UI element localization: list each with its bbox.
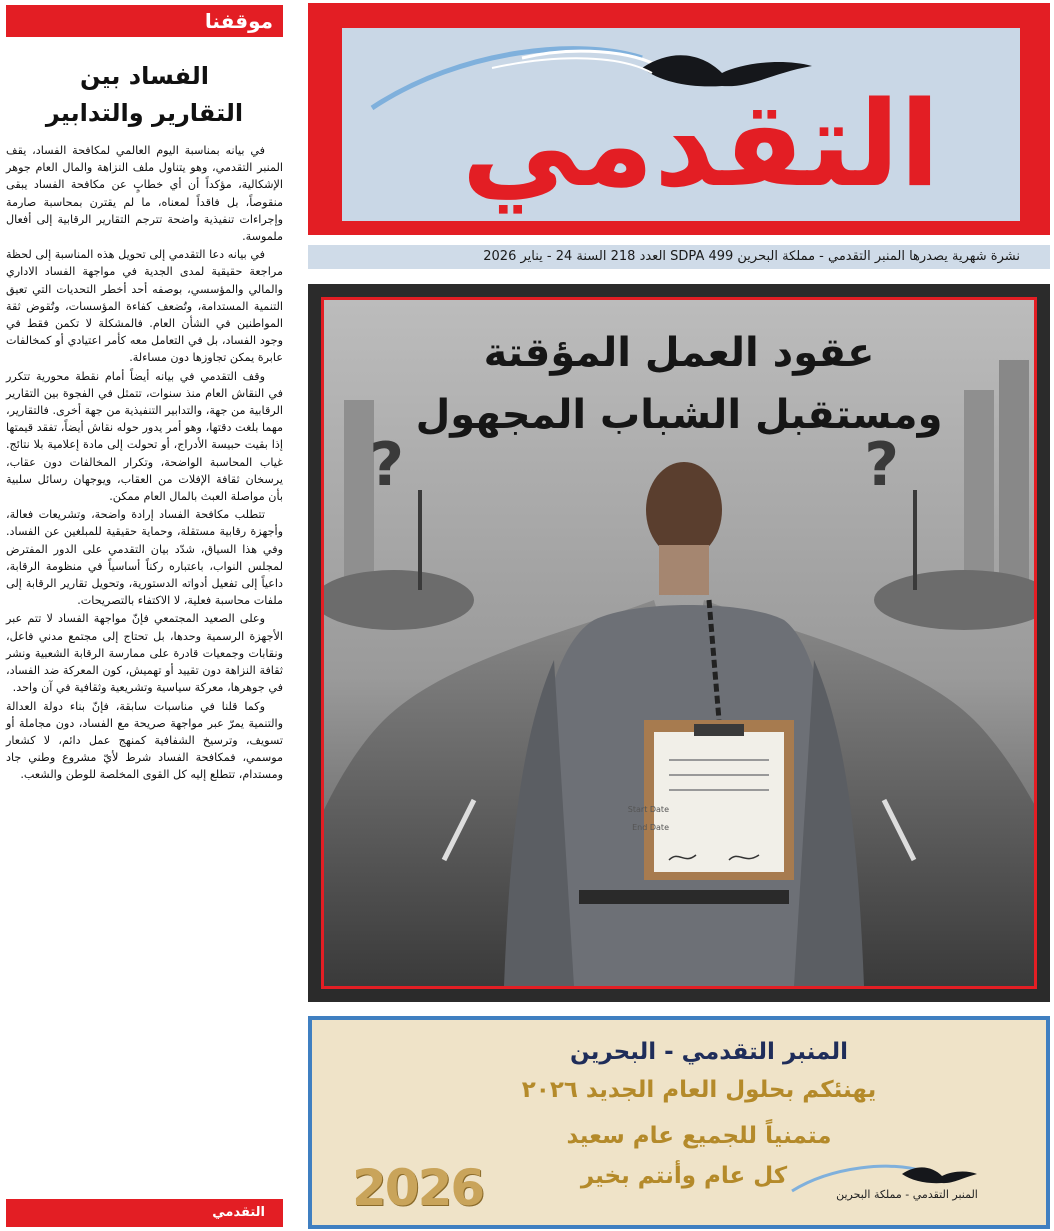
clipboard-start-date-label: Start Date [627, 805, 669, 814]
masthead [308, 3, 1050, 235]
clipboard-end-date-label: End Date [632, 823, 669, 832]
signature-bar: التقدمي [6, 1199, 283, 1227]
ad-line-3: متمنياً للجميع عام سعيد [566, 1123, 832, 1149]
opinion-paragraph: تتطلب مكافحة الفساد إرادة واضحة، وتشريعات فعالة، وأجهزة رقابية مستقلة، وحماية حقيقية للمبلغين عن الفساد. وفي هذا السياق، شدّد بيان التقدمي على الدور المفترض لمجلس النواب، باعتباره ركناً أساسياً في منظومة الرقابة، داعياً إلى تفعيل أدواته الدستورية، وتحويل تقارير الرقابة إلى ملفات محاسبة فعلية، لا الاكتفاء بالتصريحات. [6, 508, 283, 608]
new-year-greeting-ad [308, 1016, 1050, 1229]
feature-image-frame [308, 284, 1050, 1002]
feature-headline-line2: ومستقبل الشباب المجهول [415, 392, 943, 438]
opinion-paragraph: في بيانه دعا التقدمي إلى تحويل هذه المناسبة إلى لحظة مراجعة حقيقية لمدى الجدية في مواجهة الفساد الاداري والمالي والمؤسسي، بوصفه أحد أخطر التحديات التي تعيق التنمية المستدامة، وتُضعف كفاءة المؤسسات، وتُقوض ثقة المواطنين في الشأن العام. فالمشكلة لا تكمن فقط في وجود الفساد، بل في التعامل معه كأمر اعتيادي أو كمخالفات عابرة يمكن تجاوزها دون مساءلة. [6, 248, 283, 365]
logo-text: التقدمي [461, 75, 940, 213]
opinion-column [6, 5, 283, 1227]
opinion-body [6, 142, 283, 784]
svg-text:?: ? [864, 430, 899, 500]
opinion-paragraph: وكما قلنا في مناسبات سابقة، فإنّ بناء دولة العدالة والتنمية يمرّ عبر مواجهة صريحة مع الفساد، دون مجاملة أو تسويف، وترسيخ الشفافية كمنهج عمل دائم، لا كشعار موسمي، فمكافحة الفساد شرط لأيّ مشروع وطني جاد ومستدام، تتطلع إليه كل القوى المخلصة للوطن والشعب. [6, 699, 283, 782]
opinion-paragraph: وقف التقدمي في بيانه أيضاً أمام نقطة محورية تتكرر في النقاش العام منذ سنوات، تتمثل في الفجوة بين التقارير الرقابية من جهة، والتدابير التنفيذية من جهة أخرى. فالتقارير، مهما بلغت دقتها، وهو أمر يدور حوله نقاش أيضاً، تفقد قيمتها إذا بقيت حبيسة الأدراج، أو تحولت إلى مادة إعلامية بلا نتائج. غياب المحاسبة الواضحة، وتكرار المخالفات دون عقاب، يرسخان ثقافة الإفلات من العقاب، ويوجهان رسائل سلبية بأن مواصلة العبث بالمال العام ممكن. [6, 369, 283, 504]
opinion-paragraph: في بيانه بمناسبة اليوم العالمي لمكافحة الفساد، يقف المنبر التقدمي، وهو يتناول ملف النزاهة والمال العام جوهر الإشكالية، مؤكداً أن أي خطابٍ عن مكافحة الفساد يبقى منقوصاً، بل فاقداً لمعناه، ما لم يقترن بمحاسبة صارمة وإجراءات تنفيذية واضحة تترجم التقارير الرقابية إلى أفعال ملموسة. [6, 144, 283, 244]
ad-line-4: كل عام وأنتم بخير [580, 1163, 788, 1189]
section-label: موقفنا [6, 5, 283, 37]
ad-logo-caption: المنبر التقدمي - مملكة البحرين [836, 1188, 978, 1201]
opinion-title [6, 58, 283, 132]
svg-text:?: ? [369, 430, 404, 500]
feature-headline-line1: عقود العمل المؤقتة [483, 330, 875, 376]
opinion-title-line1: الفساد بين [79, 62, 210, 90]
ad-line-1: المنبر التقدمي - البحرين [570, 1039, 848, 1065]
masthead-logo-panel [337, 23, 1025, 226]
opinion-title-line2: التقارير والتدابير [45, 99, 244, 127]
ad-line-2: يهنئكم بحلول العام الجديد ٢٠٢٦ [521, 1077, 877, 1103]
feature-image [321, 297, 1037, 989]
opinion-paragraph: وعلى الصعيد المجتمعي فإنّ مواجهة الفساد لا تتم عبر الأجهزة الرسمية وحدها، بل تحتاج إلى مجتمع مدني فاعل، ونقابات وجمعيات قادرة على ممارسة الرقابة الشعبية ونشر ثقافة النزاهة دون تقييد أو تهميش، كون المعركة ضد الفساد، في جوهرها، معركة سياسية وتشريعية وثقافية في آن واحد. [6, 612, 283, 695]
masthead-subtitle: نشرة شهرية يصدرها المنبر التقدمي - مملكة البحرين SDPA 499 العدد 218 السنة 24 - يناير 2026 [308, 245, 1050, 269]
year-2026-graphic: 2026 [352, 1159, 484, 1217]
